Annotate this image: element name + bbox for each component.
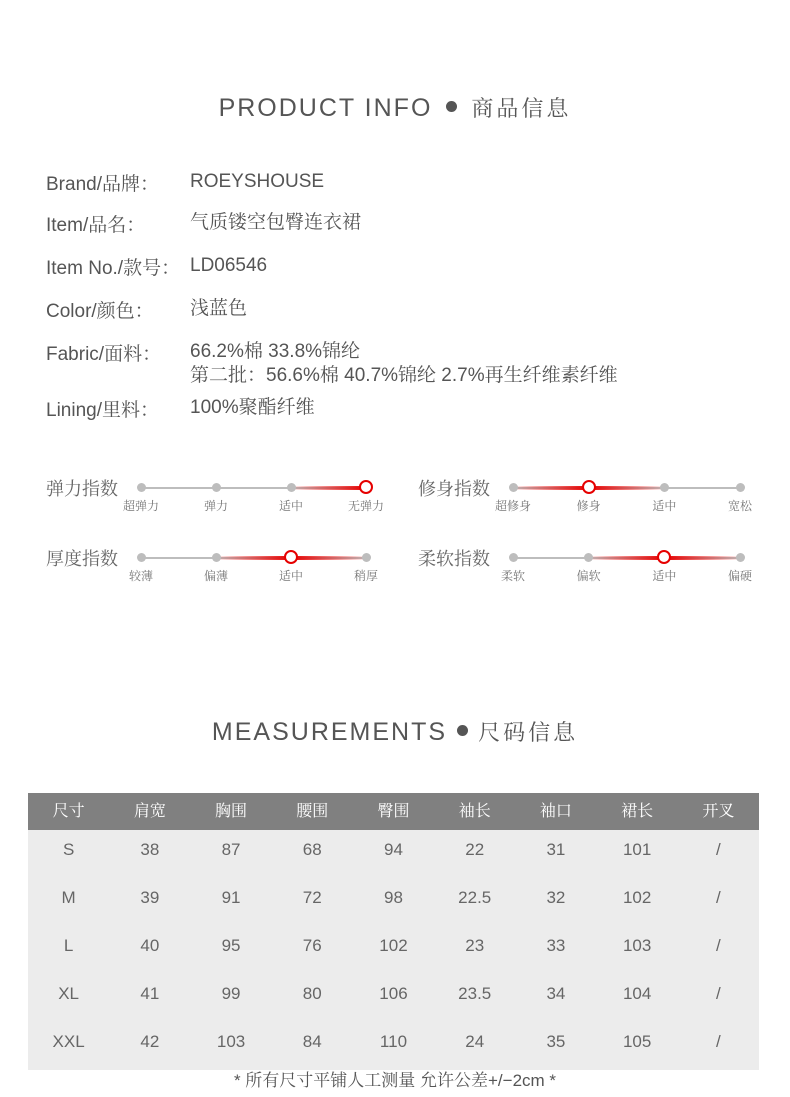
index-level-label: 适中: [278, 499, 304, 513]
table-cell: 102: [379, 936, 408, 955]
index-point-selected: [657, 550, 671, 564]
index-point-selected: [359, 480, 373, 494]
index-level-label: 偏薄: [203, 569, 229, 583]
table-cell: /: [715, 888, 721, 907]
table-cell: 106: [379, 984, 408, 1003]
table-cell: 32: [546, 888, 566, 907]
size-table-header: [28, 793, 759, 830]
table-row: [28, 830, 759, 878]
measurement-note: * 所有尺寸平铺人工测量 允许公差+/−2cm *: [233, 1071, 557, 1090]
info-value: 66.2%棉 33.8%锦纶: [190, 341, 361, 362]
table-cell: 42: [140, 1032, 160, 1051]
table-cell: XXL: [52, 1032, 85, 1051]
table-cell: 103: [622, 936, 652, 955]
info-value: LD06546: [190, 255, 268, 276]
table-row: [28, 1022, 759, 1070]
measurements-title-en: MEASUREMENTS: [211, 718, 448, 746]
table-cell: 84: [302, 1032, 322, 1051]
table-cell: 40: [140, 936, 160, 955]
index-point: [137, 483, 146, 492]
table-cell: 87: [221, 840, 241, 859]
index-level-label: 适中: [278, 569, 304, 583]
index-point: [584, 553, 593, 562]
table-cell: 94: [384, 840, 403, 859]
table-cell: 41: [140, 984, 160, 1003]
info-label: Fabric/面料：: [46, 344, 162, 365]
index-level-label: 超修身: [494, 499, 532, 513]
index-level-label: 修身: [576, 499, 601, 513]
index-level-label: 稍厚: [353, 569, 379, 583]
column-header: 胸围: [215, 803, 248, 820]
index-point: [736, 483, 745, 492]
table-cell: L: [63, 936, 74, 955]
index-point-selected: [284, 550, 298, 564]
table-cell: /: [715, 840, 721, 859]
index-point: [137, 553, 146, 562]
size-table-body: [28, 830, 759, 1070]
column-header: 肩宽: [133, 803, 166, 820]
index-thickness: [46, 545, 396, 595]
table-cell: 99: [221, 984, 241, 1003]
bullet-icon: [457, 725, 468, 736]
index-level-label: 无弹力: [347, 499, 385, 513]
measurements-title-cn: 尺码信息: [478, 720, 579, 745]
table-cell: XL: [58, 984, 79, 1003]
index-softness: [418, 545, 758, 595]
measurements-title: [0, 716, 790, 747]
info-label: Lining/里料：: [46, 400, 159, 421]
index-name: 弹力指数: [46, 479, 118, 499]
table-cell: 31: [546, 840, 566, 859]
index-level-label: 适中: [652, 499, 677, 513]
bullet-icon: [446, 101, 457, 112]
table-cell: /: [715, 984, 721, 1003]
index-level-label: 偏软: [576, 569, 601, 583]
index-point: [362, 553, 371, 562]
table-cell: 68: [302, 840, 322, 859]
table-cell: 22: [465, 840, 485, 859]
info-label: Color/颜色：: [46, 301, 154, 322]
index-elasticity: [46, 475, 396, 525]
index-name: 厚度指数: [46, 549, 118, 569]
index-level-label: 适中: [652, 569, 677, 583]
index-level-label: 弹力: [203, 499, 229, 513]
index-name: 修身指数: [418, 479, 490, 499]
info-label: Item/品名：: [46, 215, 146, 236]
column-header: 臀围: [377, 803, 410, 820]
table-cell: 102: [622, 888, 652, 907]
column-header: 裙长: [621, 803, 654, 820]
table-cell: 33: [546, 936, 566, 955]
info-label: Item No./款号：: [46, 258, 181, 279]
index-highlight: [291, 486, 366, 490]
info-value: 浅蓝色: [190, 298, 248, 319]
table-cell: S: [62, 840, 75, 859]
table-cell: 105: [622, 1032, 652, 1051]
table-cell: /: [715, 1032, 721, 1051]
table-cell: 103: [216, 1032, 246, 1051]
index-point: [660, 483, 669, 492]
index-point: [212, 483, 221, 492]
table-cell: 91: [221, 888, 241, 907]
table-cell: 104: [622, 984, 652, 1003]
column-header: 袖长: [458, 803, 491, 820]
index-point: [509, 553, 518, 562]
table-row: [28, 974, 759, 1022]
table-cell: 98: [384, 888, 403, 907]
info-value-secondary: 第二批：56.6%棉 40.7%锦纶 2.7%再生纤维素纤维: [190, 365, 618, 386]
column-header: 开叉: [702, 803, 735, 820]
size-table: [28, 793, 759, 1070]
column-header: 腰围: [296, 803, 329, 820]
info-label: Brand/品牌：: [46, 174, 159, 195]
index-point-selected: [582, 480, 596, 494]
product-info-title-en: PRODUCT INFO: [218, 94, 433, 122]
product-info-title-cn: 商品信息: [471, 96, 572, 121]
column-header: 袖口: [539, 803, 572, 820]
index-level-label: 超弹力: [122, 499, 160, 513]
table-cell: M: [61, 888, 76, 907]
index-level-label: 较薄: [128, 569, 154, 583]
table-cell: 22.5: [458, 888, 492, 907]
table-cell: /: [715, 936, 721, 955]
index-level-label: 偏硬: [727, 569, 753, 583]
table-cell: 72: [302, 888, 322, 907]
info-value: 气质镂空包臀连衣裙: [190, 212, 362, 233]
table-row: [28, 878, 759, 926]
table-cell: 24: [465, 1032, 485, 1051]
info-value: 100%聚酯纤维: [190, 397, 315, 418]
table-cell: 80: [302, 984, 322, 1003]
index-point: [736, 553, 745, 562]
index-point: [509, 483, 518, 492]
table-cell: 35: [546, 1032, 566, 1051]
table-cell: 23.5: [458, 984, 492, 1003]
table-cell: 101: [622, 840, 652, 859]
index-point: [212, 553, 221, 562]
index-point: [287, 483, 296, 492]
table-cell: 95: [221, 936, 241, 955]
table-cell: 76: [302, 936, 322, 955]
table-cell: 110: [379, 1032, 408, 1051]
table-cell: 39: [140, 888, 160, 907]
table-cell: 38: [140, 840, 160, 859]
info-value: ROEYSHOUSE: [190, 171, 325, 192]
table-cell: 34: [546, 984, 566, 1003]
index-level-label: 宽松: [727, 499, 753, 513]
product-info-title: [0, 92, 790, 123]
index-name: 柔软指数: [418, 549, 490, 569]
table-row: [28, 926, 759, 974]
column-header: 尺寸: [52, 803, 85, 820]
index-level-label: 柔软: [500, 569, 526, 583]
index-fit: [418, 475, 758, 525]
table-cell: 23: [465, 936, 485, 955]
